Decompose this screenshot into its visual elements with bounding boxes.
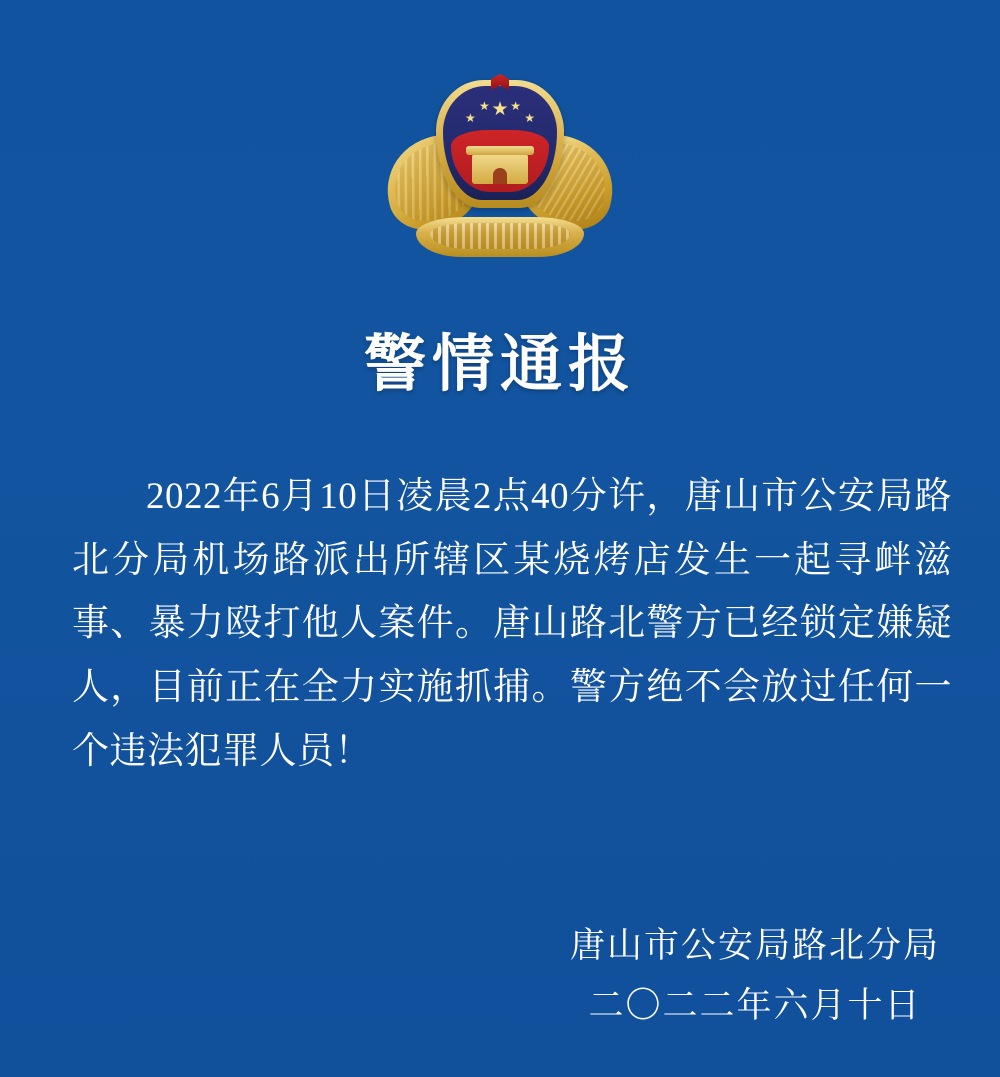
- emblem-container: [0, 74, 1000, 259]
- badge-star-icon: ★: [491, 99, 509, 120]
- signature-block: [570, 916, 940, 1035]
- issue-date: 二〇二二年六月十日: [588, 985, 922, 1025]
- china-police-badge-icon: [385, 74, 615, 259]
- notice-body-text: 2022年6月10日凌晨2点40分许，唐山市公安局路北分局机场路派出所辖区某烧烤店发生一起寻衅滋事、暴力殴打他人案件。唐山路北警方已经锁定嫌疑人，目前正在全力实施抓捕。警方绝不会放过任何一个违法犯罪人员！: [72, 476, 952, 772]
- badge-shield-inner: [443, 86, 557, 200]
- page-title: 警情通报: [363, 330, 636, 399]
- issuing-department: 唐山市公安局路北分局: [569, 926, 940, 965]
- badge-star-icon: ★: [524, 111, 535, 125]
- badge-tiananmen-gate-icon: [472, 154, 528, 184]
- badge-star-icon: ★: [510, 99, 521, 113]
- badge-star-icon: ★: [479, 99, 490, 113]
- badge-star-icon: ★: [465, 111, 476, 125]
- badge-base-icon: [416, 217, 584, 257]
- badge-shield-icon: [436, 80, 564, 208]
